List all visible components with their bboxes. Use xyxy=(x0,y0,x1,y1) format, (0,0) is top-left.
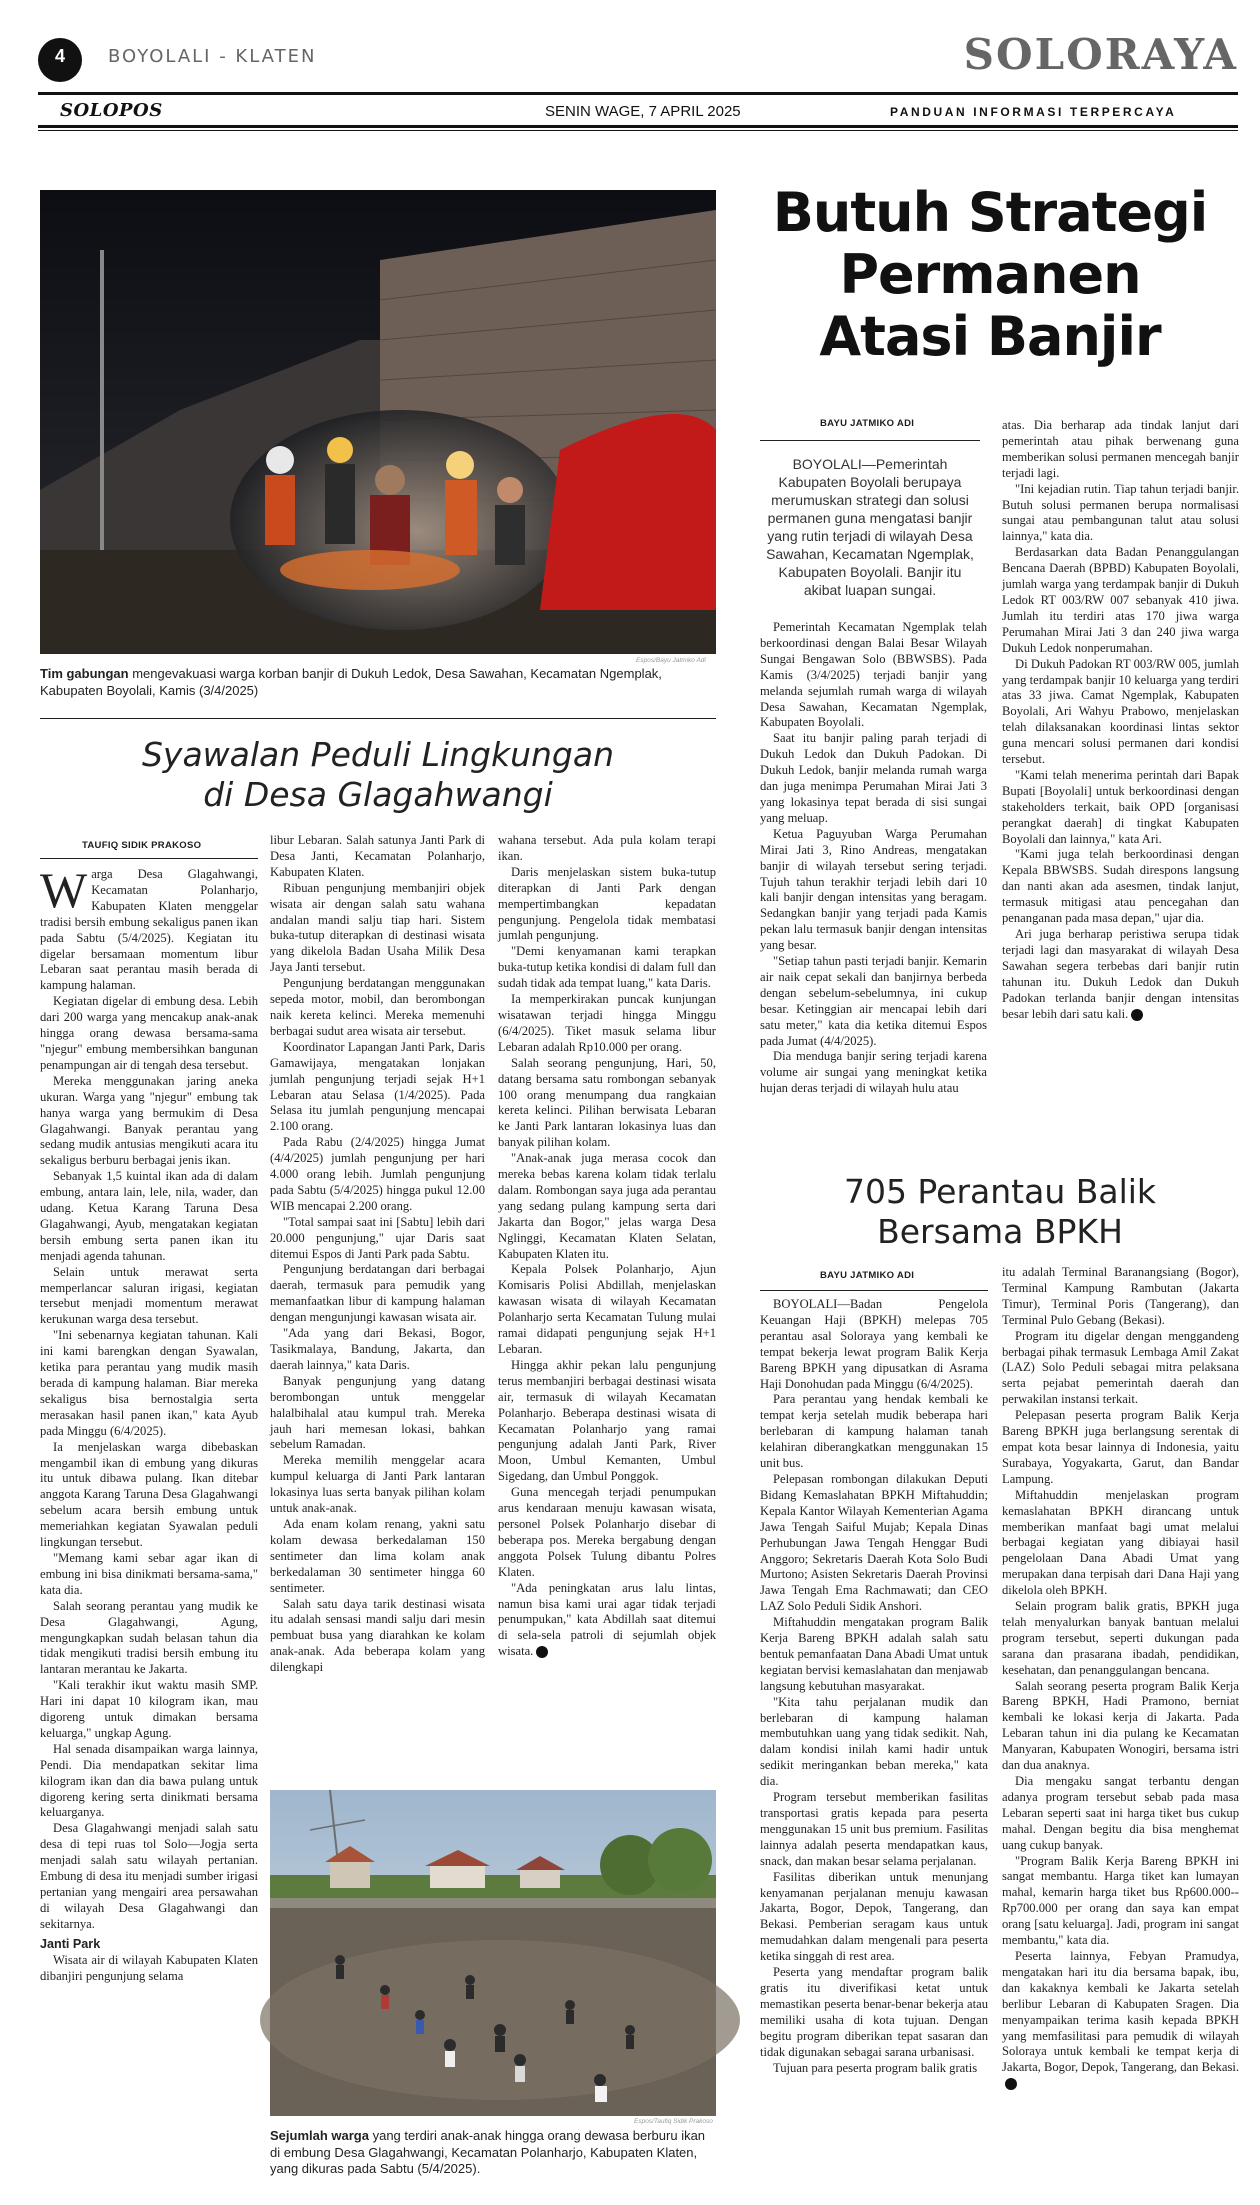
left-paragraph: Guna mencegah terjadi penumpukan arus kendaraan menuju kawasan wisata, personel Polsek Polanharjo disebar di beberapa pos. Mereka bergabung dengan anggota Polsek Tulung dibantu Polres Klaten. xyxy=(498,1485,716,1579)
main-paragraph: "Setiap tahun pasti terjadi banjir. Kemarin air naik cepat sekali dan banjirnya berbeda dengan sebelum-sebelumnya, ini cukup besar. Ketinggian air mencapai lebih dari satu meter," kata dia ketika ditemui Espos pada Jumat (4/4/2025). xyxy=(760,954,987,1048)
left-paragraph: Pengunjung berdatangan menggunakan sepeda motor, mobil, dan berombongan naik kereta kelinci. Mereka memenuhi berbagai sudut area wisata air tersebut. xyxy=(270,976,485,1038)
header-rule-top xyxy=(38,92,1238,95)
main-column-1 xyxy=(760,620,987,1096)
left-paragraph: Ada enam kolam renang, yakni satu kolam dewasa berkedalaman 150 sentimeter dan lima kolam anak berkedalaman 30 sentimeter hingga 60 sentimeter. xyxy=(270,1516,485,1595)
article-end-icon xyxy=(1131,1009,1143,1021)
main-byline: BAYU JATMIKO ADI xyxy=(820,418,915,429)
left-headline-line2: di Desa Glagahwangi xyxy=(203,775,553,814)
bpkh-paragraph-text: Peserta lainnya, Febyan Pramudya, mengatakan hari itu dia bersama bapak, ibu, dan kakaknya kembali ke Jakarta setelah berlibur Lebaran di Kabupaten Sragen. Dia menyampaikan terima kasih kepada BPKH yang memfasilitasi para pemudik di wilayah Soloraya untuk kembali ke tempat kerja di Jakarta, Bogor, Depok, Tangerang, dan Bekasi. xyxy=(1002,1948,1239,2075)
caption-rule xyxy=(40,718,716,719)
left-paragraph: "Demi kenyamanan kami terapkan buka-tutup ketika kondisi di dalam full dan sudah tidak ada tempat luang," kata Daris. xyxy=(498,944,716,991)
rubric-title: SOLORAYA xyxy=(963,30,1238,79)
main-paragraph: "Ini kejadian rutin. Tiap tahun terjadi banjir. Butuh solusi permanen berupa normalisasi sungai atau pembangunan talut atau solusi lainnya," kata dia. xyxy=(1002,481,1239,544)
bpkh-column-1 xyxy=(760,1297,988,2187)
article-end-icon xyxy=(536,1646,548,1658)
left-paragraph: "Total sampai saat ini [Sabtu] lebih dari 20.000 pengunjung," ujar Daris saat ditemui Espos di Janti Park pada Sabtu. xyxy=(270,1214,485,1261)
bpkh-paragraph: Tujuan para peserta program balik gratis xyxy=(773,2060,978,2075)
bpkh-paragraph: Peserta yang mendaftar program balik gratis itu diverifikasi ketat untuk memastikan peserta benar-benar bekerja atau memiliki usaha di kota tujuan. Dengan begitu program diberikan tepat sasaran dan tidak digunakan sebagai sarana urbanisasi. xyxy=(760,1965,988,2059)
main-headline-line1: Butuh Strategi xyxy=(772,181,1208,244)
bpkh-paragraph: Program tersebut memberikan fasilitas transportasi gratis kepada para peserta menggunakan 15 unit bus premium. Fasilitas lainnya adalah peserta mendapatkan kaus, snack, dan makan besar selama perjalanan. xyxy=(760,1790,988,1868)
left-headline-line1: Syawalan Peduli Lingkungan xyxy=(141,735,615,774)
left-column-3 xyxy=(498,833,716,1773)
left-paragraph: "Kali terakhir ikut waktu masih SMP. Hari ini dapat 10 kilogram ikan, mau digoreng untuk dimakan bersama keluarga," ungkap Agung. xyxy=(40,1678,258,1740)
bpkh-paragraph: Salah seorang peserta program Balik Kerja Bareng BPKH, Hadi Pramono, berniat kembali ke lokasi kerja di Jakarta. Pada Lebaran tahun ini dia pulang ke Kecamatan Manyaran, Kabupaten Wonogiri, bersama istri dan dua anaknya. xyxy=(1002,1678,1239,1773)
page-number: 4 xyxy=(54,46,65,66)
left-paragraph: Warga Desa Glagahwangi, Kecamatan Polanharjo, Kabupaten Klaten menggelar tradisi bersih embung sekaligus panen ikan pada Sabtu (5/4/2025). Kegiatan itu digelar bersamaan momentum libur Lebaran saat perantau masih berada di kampung halaman. xyxy=(40,862,258,993)
main-column-2 xyxy=(1002,418,1239,1098)
bpkh-headline xyxy=(760,1172,1240,1252)
main-paragraph: atas. Dia berharap ada tindak lanjut dari pemerintah atau pihak berwenang guna memberikan solusi permanen mencegah banjir terjadi lagi. xyxy=(1002,418,1239,480)
bpkh-paragraph: Selain program balik gratis, BPKH juga telah menyalurkan banyak bantuan melalui program tersebut, seperti dukungan pada sarana dan prasarana ibadah, pendidikan, kesehatan, dan penanggulangan bencana. xyxy=(1002,1599,1239,1677)
main-lede: BOYOLALI—Pemerintah Kabupaten Boyolali berupaya merumuskan strategi dan solusi permanen guna mengatasi banjir yang rutin terjadi di wilayah Desa Sawahan, Kecamatan Ngemplak, Kabupaten Boyolali. Banjir itu akibat luapan sungai. xyxy=(766,456,974,598)
left-column-1 xyxy=(40,862,258,2187)
main-paragraph: Di Dukuh Padokan RT 003/RW 005, jumlah yang terdampak banjir 10 keluarga yang terdiri atas 33 jiwa. Camat Ngemplak, Kabupaten Boyolali, Ari Wahyu Prabowo, menjelaskan telah dilaksanakan koordinasi lintas sektor guna mencari solusi permanen dari kondisi tersebut. xyxy=(1002,656,1239,767)
left-headline xyxy=(40,735,716,815)
main-paragraph: Saat itu banjir paling parah terjadi di Dukuh Ledok dan Dukuh Padokan. Di Dukuh Ledok, banjir melanda rumah warga dan juga menimpa Perumahan Mirai Jati 3 yang lokasinya tepat berada di sisi sungai yang meluap. xyxy=(760,731,987,825)
left-paragraph: Salah satu daya tarik destinasi wisata itu adalah sensasi mandi salju dari mesin pembuat busa yang diarahkan ke kolam anak-anak. Ada beberapa kolam yang dilengkapi xyxy=(270,1596,485,1675)
left-paragraph-text: "Ada peningkatan arus lalu lintas, namun bisa kami urai agar tidak terjadi penumpukan," kata Abdillah saat ditemui di sela-sela patroli di sejumlah objek wisata. xyxy=(498,1580,716,1659)
left-column-2 xyxy=(270,833,485,1773)
left-paragraph xyxy=(498,1581,716,1661)
main-paragraph: Dia menduga banjir sering terjadi karena volume air sungai yang meningkat ketika hujan deras terjadi di wilayah hulu atau xyxy=(760,1049,987,1096)
left-paragraph: Ia menjelaskan warga dibebaskan mengambil ikan di embung yang dikuras itu untuk dibawa pulang. Ikan ditebar anggota Karang Taruna Desa Glagahwangi sebelum acara bersih embung untuk memeriahkan kegiatan Syawalan peduli lingkungan tersebut. xyxy=(40,1439,258,1550)
bpkh-paragraph: "Program Balik Kerja Bareng BPKH ini sangat membantu. Harga tiket kan lumayan mahal, kemarin harga tiket bus Rp600.000--Rp700.000 per orang dan saya kan empat orang [satu keluarga]. Jadi, program ini sangat membantu," kata dia. xyxy=(1002,1853,1239,1948)
left-paragraph: Salah seorang perantau yang mudik ke Desa Glagahwangi, Agung, mengungkapkan sudah belasan tahun dia tidak mengikuti tradisi bersih embung itu lantaran merantau ke Jakarta. xyxy=(40,1598,258,1677)
photo1-caption-text: mengevakuasi warga korban banjir di Dukuh Ledok, Desa Sawahan, Kecamatan Ngemplak, Kabupaten Boyolali, Kamis (3/4/2025) xyxy=(40,666,662,698)
main-byline-rule xyxy=(760,440,980,441)
left-paragraph: Wisata air di wilayah Kabupaten Klaten dibanjiri pengunjung selama xyxy=(40,1952,258,1983)
bpkh-column-2 xyxy=(1002,1265,1239,2187)
left-paragraph: Daris menjelaskan sistem buka-tutup diterapkan di Janti Park dengan mempertimbangkan kepadatan pengunjung. Pengelola tidak membatasi jumlah pengunjung. xyxy=(498,864,716,943)
left-paragraph: Hal senada disampaikan warga lainnya, Pendi. Dia mendapatkan sekitar lima kilogram ikan dan dia bawa pulang untuk digoreng kering serta dinikmati bersama keluarganya. xyxy=(40,1741,258,1820)
left-subhead: Janti Park xyxy=(40,1936,101,1951)
left-paragraph: wahana tersebut. Ada pula kolam terapi ikan. xyxy=(498,833,716,863)
left-paragraph: Kepala Polsek Polanharjo, Ajun Komisaris Polisi Abdillah, menjelaskan kawasan wisata di wilayah Kecamatan Polanharjo serta Kecamatan Tulung mulai ramai didapati pengunjung sejak H+1 Lebaran. xyxy=(498,1262,716,1356)
bpkh-byline-rule xyxy=(760,1290,988,1291)
left-paragraph: Pengunjung berdatangan dari berbagai daerah, termasuk para pemudik yang memanfaatkan libur di kampung halaman dengan mengunjungi kawasan wisata air. xyxy=(270,1262,485,1325)
issue-date: SENIN WAGE, 7 APRIL 2025 xyxy=(545,103,741,120)
left-paragraph: "Anak-anak juga merasa cocok dan mereka bebas karena kolam tidak terlalu dalam. Rombongan saya juga ada perantau yang sedang pulang kampung serta dari Jakarta dan Bogor," jelas warga Desa Nglinggi, Kecamatan Klaten Selatan, Kabupaten Klaten itu. xyxy=(498,1151,716,1261)
publication-logo: SOLOPOS xyxy=(60,100,163,121)
photo2-caption-lead: Sejumlah warga xyxy=(270,2128,369,2143)
left-paragraph: Salah seorang pengunjung, Hari, 50, datang bersama satu rombongan sebanyak 100 orang menumpang dua rangkaian kereta kelinci. Pilihan berwisata Lebaran ke Janti Park lantaran lokasinya luas dan banyak pilihan kolam. xyxy=(498,1055,716,1150)
main-headline xyxy=(740,182,1240,368)
bpkh-paragraph: Miftahuddin menjelaskan program kemaslahatan BPKH dirancang untuk memberikan manfaat bagi umat melalui berbagai kegiatan yang dibiayai hasil pengelolaan Dana Abadi Umat yang merupakan dana terpisah dari Dana Haji yang dikelola oleh BPKH. xyxy=(1002,1487,1239,1598)
bpkh-paragraph: Dia mengaku sangat terbantu dengan adanya program tersebut sebab pada masa Lebaran seperti saat ini harga tiket bus cukup mahal. Dengan begitu dia bisa menghemat uang cukup banyak. xyxy=(1002,1774,1239,1852)
header-rule-thin xyxy=(38,130,1238,131)
main-headline-line2: Permanen xyxy=(839,243,1141,306)
left-paragraph: Desa Glagahwangi menjadi salah satu desa di tepi ruas tol Solo—Jogja serta menjadi salah satu wilayah pertanian. Embung di desa itu menjadi sumber irigasi pertanian yang mengairi area persawahan di wilayah Desa Glagahwangi dan sekitarnya. xyxy=(40,1821,258,1931)
left-paragraph: "Ada yang dari Bekasi, Bogor, Tasikmalaya, Bandung, Jakarta, dan daerah lainnya," kata Daris. xyxy=(270,1326,485,1372)
left-byline: TAUFIQ SIDIK PRAKOSO xyxy=(82,840,202,851)
main-paragraph: Ketua Paguyuban Warga Perumahan Mirai Jati 3, Rino Andreas, mengatakan banjir di wilayah tersebut sering terjadi. Tujuh tahun terakhir terjadi lebih dari 10 kali banjir dengan intensitas yang beragam. Sedangkan banjir yang terjadi pada Kamis pekan lalu termasuk banjir dengan intensitas yang besar. xyxy=(760,826,987,953)
main-paragraph-text: Ari juga berharap peristiwa serupa tidak terjadi lagi dan masyarakat di wilayah Desa Sawahan segera terbebas dari banjir rutin tahunan itu. Dukuh Ledok dan Dukuh Padokan terlanda banjir dengan intensitas besar lebih dari satu kali. xyxy=(1002,927,1239,1021)
main-paragraph: "Kami telah menerima perintah dari Bapak Bupati [Boyolali] untuk berkoordinasi dengan stakeholders terkait, baik OPD [organisasi perangkat daerah] di tingkat Kabupaten Boyolali dan lainnya," kata Ari. xyxy=(1002,767,1239,846)
header-rule-bottom xyxy=(38,125,1238,128)
bpkh-byline: BAYU JATMIKO ADI xyxy=(820,1270,915,1281)
bpkh-paragraph: Program itu digelar dengan menggandeng berbagai pihak termasuk Lembaga Amil Zakat (LAZ) Solo Peduli sebagai mitra pelaksana serta pejabat pemerintah daerah dan perwakilan instansi terkait. xyxy=(1002,1328,1239,1407)
left-paragraph: Selain untuk merawat serta memperlancar saluran irigasi, kegiatan tersebut menjadi momentum merawat kerukunan warga desa tersebut. xyxy=(40,1264,258,1327)
main-paragraph: "Kami juga telah berkoordinasi dengan Kepala BBWSBS. Sudah direspons langsung dan nanti akan ada asesmen, tindak lanjut, termasuk mitigasi atau pencegahan dan penanganan pada masa depan," ujar dia. xyxy=(1002,847,1239,926)
bpkh-paragraph: Fasilitas diberikan untuk menunjang kenyamanan perjalanan menuju kawasan Jakarta, Bogor, Depok, Tangerang, dan Bekasi. Pemberian seragam kaus untuk memudahkan dalam mengenali para peserta ketika singgah di rest area. xyxy=(760,1869,988,1964)
photo1-credit: Espos/Bayu Jatmiko Adi xyxy=(636,657,706,664)
left-paragraph: Banyak pengunjung yang datang berombongan untuk menggelar halalbihalal atau kumpul trah. Mereka jauh hari memesan lokasi, bahkan sebelum Ramadan. xyxy=(270,1373,485,1452)
bpkh-paragraph: itu adalah Terminal Baranangsiang (Bogor), Terminal Kampung Rambutan (Jakarta Timur), Terminal Poris (Tangerang), dan Terminal Pulo Gebang (Bekasi). xyxy=(1002,1265,1239,1327)
photo2-caption-text: yang terdiri anak-anak hingga orang dewasa berburu ikan di embung Desa Glagahwangi, Kecamatan Polanharjo, Kabupaten Klaten, yang dikuras pada Sabtu (5/4/2025). xyxy=(270,2128,706,2176)
main-paragraph xyxy=(1002,927,1239,1022)
article-end-icon xyxy=(1005,2078,1017,2090)
bpkh-paragraph: Para perantau yang hendak kembali ke tempat kerja setelah mudik beberapa hari berlebaran di kampung halaman tanah kelahiran diberangkatkan menggunakan 15 unit bus. xyxy=(760,1392,988,1471)
left-paragraph: Hingga akhir pekan lalu pengunjung terus membanjiri berbagai destinasi wisata air, termasuk di wilayah Kecamatan Polanharjo. Beberapa destinasi wisata di Kecamatan Polanharjo yang ramai pengunjung adalah Janti Park, River Moon, Umbul Kemanten, Umbul Sigedang, dan Umbul Ponggok. xyxy=(498,1357,716,1484)
left-paragraph: Ia memperkirakan puncak kunjungan wisatawan terjadi hingga Minggu (6/4/2025). Tiket masuk selama libur Lebaran adalah Rp10.000 per orang. xyxy=(498,992,716,1054)
photo1-caption-lead: Tim gabungan xyxy=(40,666,129,681)
left-paragraph: Mereka memilih menggelar acara kumpul keluarga di Janti Park lantaran lokasinya luas serta banyak pilihan kolam untuk anak-anak. xyxy=(270,1453,485,1516)
bpkh-paragraph: Pelepasan peserta program Balik Kerja Bareng BPKH juga berlangsung serentak di empat kota besar lainnya di Indonesia, yaitu Surabaya, Yogyakarta, Garut, dan Bandar Lampung. xyxy=(1002,1408,1239,1486)
tagline: PANDUAN INFORMASI TERPERCAYA xyxy=(890,105,1177,119)
left-byline-rule xyxy=(40,858,258,859)
main-paragraph: Berdasarkan data Badan Penanggulangan Bencana Daerah (BPBD) Kabupaten Boyolali, jumlah warga yang terdampak banjir di Dukuh Ledok RT 003/RW 007 sebanyak 410 jiwa. Jumlah itu terdiri atas 170 jiwa warga Perumahan Mirai Jati 3 dan 240 jiwa warga Dukuh Ledok nonperumahan. xyxy=(1002,545,1239,655)
photo2-caption xyxy=(270,2128,716,2178)
bpkh-paragraph: BOYOLALI—Badan Pengelola Keuangan Haji (BPKH) melepas 705 perantau asal Soloraya yang kembali ke tempat bekerja lewat program Balik Kerja Bareng BPKH yang dipusatkan di Asrama Haji Donohudan pada Minggu (6/4/2025). xyxy=(760,1297,988,1391)
flood-evacuation-photo xyxy=(40,190,716,654)
photo2-credit: Espos/Taufiq Sidik Prakoso xyxy=(634,2118,713,2125)
bpkh-paragraph: "Kita tahu perjalanan mudik dan berlebaran di kampung halaman membutuhkan uang yang tidak sedikit. Nah, dalam kondisi inilah kami hadir untuk sedikit meringankan beban mereka," kata dia. xyxy=(760,1694,988,1789)
left-paragraph: Pada Rabu (2/4/2025) hingga Jumat (4/4/2025) jumlah pengunjung per hari 4.000 orang lebih. Jumlah pengunjung pada Sabtu (5/4/2025) hingga pukul 12.00 WIB mencapai 2.200 orang. xyxy=(270,1135,485,1213)
left-paragraph: "Ini sebenarnya kegiatan tahunan. Kali ini kami barengkan dengan Syawalan, ketika para perantau yang mudik masih berada di kampung halaman. Biar mereka sekaligus bisa bernostalgia serta merasakan hasil panen ikan," kata Ayub pada Minggu (6/4/2025). xyxy=(40,1328,258,1438)
main-headline-line3: Atasi Banjir xyxy=(819,305,1161,368)
main-paragraph: Pemerintah Kecamatan Ngemplak telah berkoordinasi dengan Balai Besar Wilayah Sungai Bengawan Solo (BBWSBS). Pada Kamis (3/4/2025) terjadi banjir yang melanda sejumlah rumah warga di wilayah Desa Sawahan, Kecamatan Ngemplak, Kabupaten Boyolali. xyxy=(760,620,987,730)
left-paragraph: Mereka menggunakan jaring aneka ukuran. Warga yang "njegur" embung tak hanya warga yang bermukim di Desa Glagahwangi. Banyak perantau yang sedang mudik antusias mengikuti acara itu sekaligus berburu berbagai jenis ikan. xyxy=(40,1073,258,1168)
bpkh-headline-line2: Bersama BPKH xyxy=(877,1212,1123,1251)
left-paragraph: Ribuan pengunjung membanjiri objek wisata air dengan salah satu wahana andalan mandi salju tiap hari. Sistem buka-tutup diterapkan di destinasi wisata yang dikelola Badan Usaha Milik Desa Jaya Janti tersebut. xyxy=(270,880,485,975)
left-paragraph: Koordinator Lapangan Janti Park, Daris Gamawijaya, mengatakan lonjakan jumlah pengunjung terjadi sejak H+1 Lebaran atau Selasa (1/4/2025). Pada Selasa itu jumlah pengunjung mencapai 2.100 orang. xyxy=(270,1039,485,1134)
left-paragraph: "Memang kami sebar agar ikan di embung ini bisa dinikmati bersama-sama," kata dia. xyxy=(40,1550,258,1597)
left-paragraph: Kegiatan digelar di embung desa. Lebih dari 200 warga yang mencakup anak-anak hingga orang dewasa bersama-sama "njegur" embung membersihkan bangunan penampungan air di tengah desa tersebut. xyxy=(40,994,258,1072)
left-paragraph: Sebanyak 1,5 kuintal ikan ada di dalam embung, antara lain, lele, nila, wader, dan udang. Ketua Karang Taruna Desa Glagahwangi, Ayub, mengatakan kegiatan bersih embung serta panen ikan itu menjadi agenda tahunan. xyxy=(40,1169,258,1263)
bpkh-paragraph: Pelepasan rombongan dilakukan Deputi Bidang Kemaslahatan BPKH Miftahuddin; Kepala Kantor Wilayah Kementerian Agama Jawa Tengah Saiful Mujab; Kepala Dinas Perhubungan Jawa Tengah Henggar Budi Anggoro; Sekretaris Daerah Kota Solo Budi Murtono; Asisten Sekretaris Daerah Provinsi Jawa Tengah Ema Rachmawati; dan CEO LAZ Solo Peduli Sidik Anshori. xyxy=(760,1471,988,1614)
bpkh-paragraph xyxy=(1002,1949,1239,2092)
bpkh-headline-line1: 705 Perantau Balik xyxy=(843,1172,1157,1211)
photo1-caption xyxy=(40,666,716,699)
left-paragraph: libur Lebaran. Salah satunya Janti Park di Desa Janti, Kecamatan Polanharjo, Kabupaten Klaten. xyxy=(270,833,485,879)
bpkh-paragraph: Miftahuddin mengatakan program Balik Kerja Bareng BPKH adalah salah satu bentuk pemanfaatan Dana Abadi Umat untuk kegiatan bervisi kemaslahatan dan menjawab langsung kebutuhan masyarakat. xyxy=(760,1615,988,1693)
embung-fishing-photo xyxy=(270,1790,716,2116)
section-label: BOYOLALI - KLATEN xyxy=(108,46,317,67)
